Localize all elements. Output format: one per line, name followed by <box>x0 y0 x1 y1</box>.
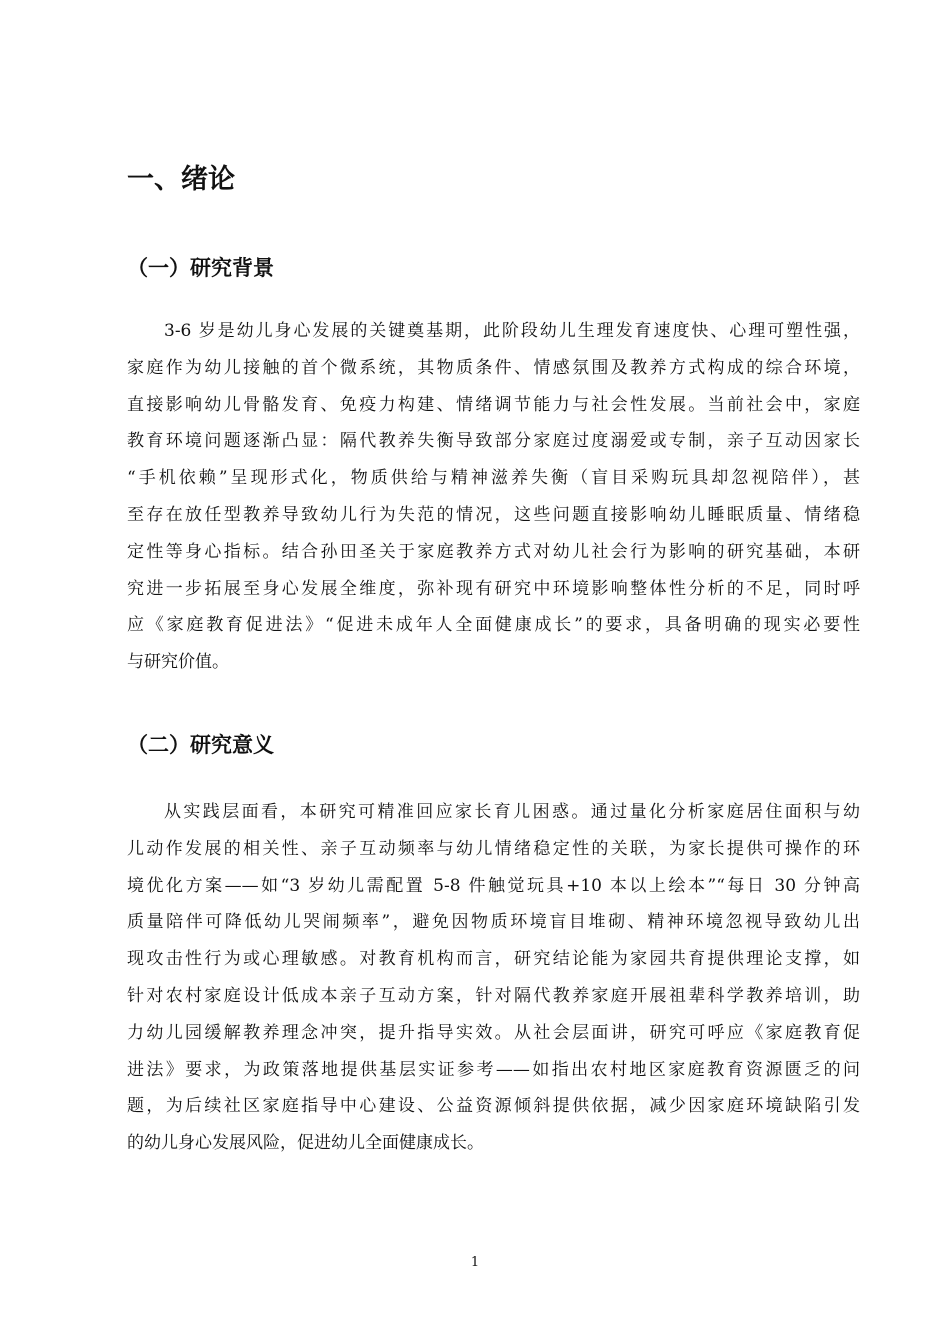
paragraph-line: “手机依赖”呈现形式化，物质供给与精神滋养失衡（盲目采购玩具却忽视陪伴），甚 <box>127 468 860 489</box>
chapter-title: 一、绪论 <box>127 164 235 195</box>
paragraph-line: 教育环境问题逐渐凸显：隔代教养失衡导致部分家庭过度溺爱或专制，亲子互动因家长 <box>127 431 860 452</box>
paragraph-line: 从实践层面看，本研究可精准回应家长育儿困惑。通过量化分析家庭居住面积与幼 <box>164 802 860 822</box>
paragraph-line: 力幼儿园缓解教养理念冲突，提升指导实效。从社会层面讲，研究可呼应《家庭教育促 <box>127 1022 860 1043</box>
paragraph-line: 的幼儿身心发展风险，促进幼儿全面健康成长。 <box>127 1133 484 1154</box>
paragraph-line: 境优化方案——如“3 岁幼儿需配置 5-8 件触觉玩具+10 本以上绘本”“每日 30 分钟高 <box>127 875 860 896</box>
paragraph-line: 直接影响幼儿骨骼发育、免疫力构建、情绪调节能力与社会性发展。当前社会中，家庭 <box>127 394 860 415</box>
paragraph-line: 家庭作为幼儿接触的首个微系统，其物质条件、情感氛围及教养方式构成的综合环境， <box>127 357 860 378</box>
paragraph-line: 现攻击性行为或心理敏感。对教育机构而言，研究结论能为家园共育提供理论支撑，如 <box>127 949 860 970</box>
paragraph-line: 至存在放任型教养导致幼儿行为失范的情况，这些问题直接影响幼儿睡眠质量、情绪稳 <box>127 504 860 525</box>
paragraph-line: 与研究价值。 <box>127 652 229 673</box>
paragraph-line: 定性等身心指标。结合孙田圣关于家庭教养方式对幼儿社会行为影响的研究基础，本研 <box>127 541 860 562</box>
paragraph-line: 题，为后续社区家庭指导中心建设、公益资源倾斜提供依据，减少因家庭环境缺陷引发 <box>127 1096 860 1117</box>
section-heading-significance: （二）研究意义 <box>127 733 274 757</box>
paragraph-line: 质量陪伴可降低幼儿哭闹频率”，避免因物质环境盲目堆砌、精神环境忽视导致幼儿出 <box>127 912 860 933</box>
page-number: 1 <box>470 1255 480 1270</box>
section-paragraph-background <box>127 313 860 681</box>
paragraph-line: 儿动作发展的相关性、亲子互动频率与幼儿情绪稳定性的关联，为家长提供可操作的环 <box>127 838 860 859</box>
section-paragraph-significance <box>127 794 860 1162</box>
paragraph-line: 应《家庭教育促进法》“促进未成年人全面健康成长”的要求，具备明确的现实必要性 <box>127 615 860 636</box>
paragraph-line: 针对农村家庭设计低成本亲子互动方案，针对隔代教养家庭开展祖辈科学教养培训，助 <box>127 985 860 1006</box>
paragraph-line: 进法》要求，为政策落地提供基层实证参考——如指出农村地区家庭教育资源匮乏的问 <box>127 1059 860 1080</box>
paragraph-line: 究进一步拓展至身心发展全维度，弥补现有研究中环境影响整体性分析的不足，同时呼 <box>127 578 860 599</box>
section-heading-background: （一）研究背景 <box>127 256 274 280</box>
paragraph-line: 3-6 岁是幼儿身心发展的关键奠基期，此阶段幼儿生理发育速度快、心理可塑性强， <box>164 321 860 341</box>
